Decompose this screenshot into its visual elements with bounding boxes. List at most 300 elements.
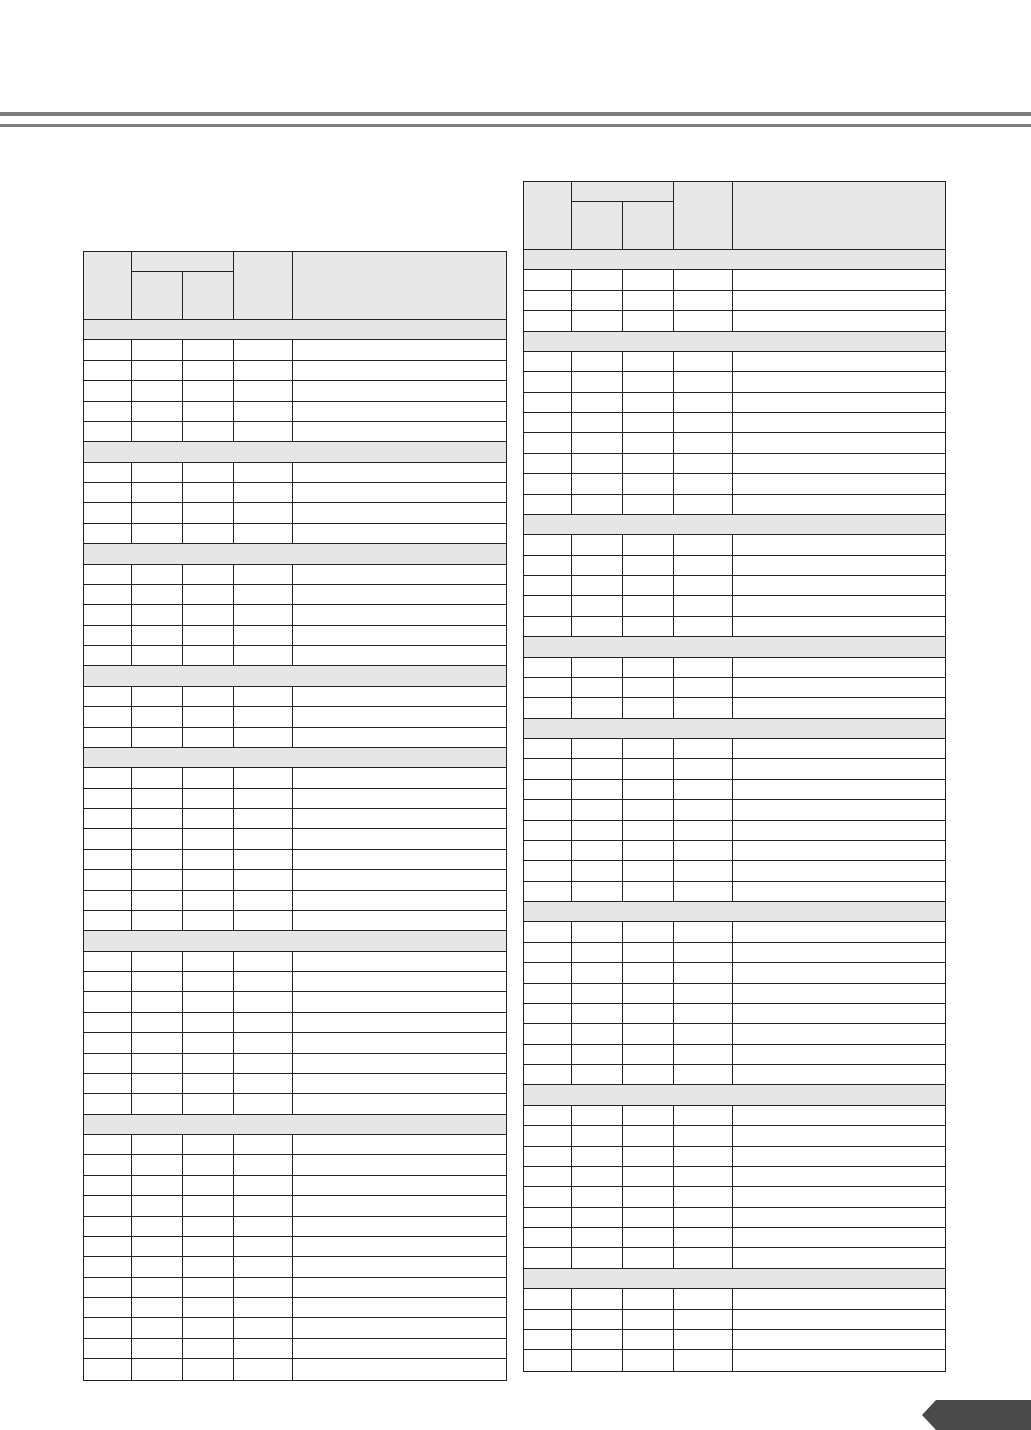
table-cell (183, 626, 234, 645)
table-cell (84, 1318, 132, 1337)
table-cell (674, 413, 733, 432)
table-cell (183, 463, 234, 482)
header-cell (524, 182, 572, 249)
table-row (84, 1237, 506, 1257)
table-cell (132, 1054, 183, 1073)
header-rule-top (0, 112, 1031, 116)
table-cell (572, 433, 623, 452)
table-cell (674, 922, 733, 941)
table-cell (524, 1004, 572, 1023)
table-cell (293, 565, 506, 584)
table-cell (132, 605, 183, 624)
table-cell (623, 1350, 674, 1370)
table-cell (623, 372, 674, 391)
table-row (524, 882, 945, 902)
table-cell (623, 1167, 674, 1186)
table-cell (234, 605, 293, 624)
table-row (84, 992, 506, 1012)
table-row (524, 1187, 945, 1207)
header-cell (84, 252, 132, 319)
table-row (524, 596, 945, 616)
table-cell (623, 759, 674, 778)
table-cell (132, 422, 183, 441)
table-cell (132, 361, 183, 380)
table-cell (84, 565, 132, 584)
table-cell (183, 1155, 234, 1174)
table-row (84, 728, 506, 748)
table-cell (84, 1155, 132, 1174)
table-row (524, 1147, 945, 1167)
table-cell (674, 1248, 733, 1267)
table-cell (84, 952, 132, 971)
table-cell (733, 1106, 945, 1125)
table-row (524, 352, 945, 372)
table-row (524, 474, 945, 494)
table-row (84, 585, 506, 605)
table-cell (293, 1237, 506, 1256)
group-header-row (524, 902, 945, 922)
table-cell (733, 1147, 945, 1166)
table-row (84, 646, 506, 666)
table-cell (183, 1013, 234, 1032)
table-cell (524, 658, 572, 677)
table-cell (84, 463, 132, 482)
table-cell (572, 576, 623, 595)
table-cell (733, 759, 945, 778)
table-cell (84, 361, 132, 380)
table-cell (84, 1257, 132, 1276)
table-cell (293, 483, 506, 502)
table-row (524, 943, 945, 963)
group-header-row (524, 719, 945, 739)
table-cell (572, 1004, 623, 1023)
table-cell (234, 381, 293, 400)
table-cell (234, 1135, 293, 1154)
table-cell (293, 524, 506, 543)
table-cell (132, 789, 183, 808)
table-cell (572, 1024, 623, 1043)
table-cell (132, 829, 183, 848)
table-cell (623, 800, 674, 819)
table-cell (84, 768, 132, 787)
table-cell (132, 483, 183, 502)
left-table (83, 251, 507, 1381)
table-cell (674, 1167, 733, 1186)
table-cell (183, 340, 234, 359)
table-row (524, 617, 945, 637)
table-cell (674, 433, 733, 452)
table-cell (524, 474, 572, 493)
table-cell (524, 1167, 572, 1186)
table-cell (183, 381, 234, 400)
table-cell (234, 626, 293, 645)
table-cell (623, 963, 674, 982)
table-cell (572, 1350, 623, 1370)
table-cell (293, 1054, 506, 1073)
table-cell (234, 585, 293, 604)
header-cell (293, 252, 506, 319)
table-row (524, 1065, 945, 1085)
table-cell (572, 596, 623, 615)
table-header (524, 182, 945, 250)
table-row (524, 1350, 945, 1370)
table-cell (84, 381, 132, 400)
group-header-row (84, 442, 506, 462)
table-cell (733, 1228, 945, 1247)
header-cell (623, 202, 674, 249)
table-cell (293, 1196, 506, 1215)
table-cell (293, 605, 506, 624)
table-cell (733, 352, 945, 371)
table-cell (234, 972, 293, 991)
table-cell (733, 861, 945, 880)
table-cell (524, 1350, 572, 1370)
table-cell (572, 1330, 623, 1349)
table-cell (733, 1065, 945, 1084)
header-cell-group (132, 252, 234, 319)
table-cell (733, 393, 945, 412)
table-cell (623, 1289, 674, 1308)
table-cell (524, 393, 572, 412)
table-cell (524, 1248, 572, 1267)
table-cell (524, 413, 572, 432)
table-cell (572, 1167, 623, 1186)
table-row (84, 626, 506, 646)
table-cell (234, 565, 293, 584)
table-cell (183, 524, 234, 543)
table-cell (733, 576, 945, 595)
table-cell (623, 1208, 674, 1227)
group-header-row (84, 931, 506, 951)
table-cell (132, 891, 183, 910)
table-cell (234, 850, 293, 869)
table-cell (84, 911, 132, 930)
table-cell (183, 789, 234, 808)
table-cell (572, 454, 623, 473)
table-cell (572, 984, 623, 1003)
table-cell (572, 1045, 623, 1064)
table-cell (674, 1106, 733, 1125)
header-rule-bottom (0, 124, 1031, 127)
table-row (84, 524, 506, 544)
table-row (524, 1004, 945, 1024)
table-cell (572, 413, 623, 432)
table-cell (183, 1176, 234, 1195)
table-cell (623, 780, 674, 799)
table-cell (733, 780, 945, 799)
table-cell (733, 1167, 945, 1186)
table-cell (84, 1135, 132, 1154)
table-cell (183, 402, 234, 421)
table-cell (84, 1278, 132, 1297)
table-cell (293, 891, 506, 910)
table-cell (674, 821, 733, 840)
table-cell (572, 311, 623, 330)
table-row (524, 1045, 945, 1065)
table-cell (674, 943, 733, 962)
table-cell (524, 1106, 572, 1125)
table-cell (84, 1196, 132, 1215)
table-cell (572, 943, 623, 962)
header-cell (183, 272, 234, 319)
table-cell (132, 1176, 183, 1195)
table-cell (572, 759, 623, 778)
table-cell (132, 1074, 183, 1093)
table-row (84, 1094, 506, 1114)
table-cell (524, 678, 572, 697)
table-cell (524, 1208, 572, 1227)
table-cell (733, 535, 945, 554)
table-cell (524, 821, 572, 840)
table-cell (674, 759, 733, 778)
header-subrow (572, 202, 673, 249)
table-cell (623, 393, 674, 412)
table-cell (293, 361, 506, 380)
table-cell (524, 882, 572, 901)
table-cell (132, 768, 183, 787)
table-cell (623, 1065, 674, 1084)
table-cell (733, 882, 945, 901)
table-cell (524, 841, 572, 860)
table-cell (674, 984, 733, 1003)
table-row (524, 393, 945, 413)
table-cell (572, 393, 623, 412)
table-cell (572, 270, 623, 289)
table-cell (234, 1278, 293, 1297)
table-cell (293, 1013, 506, 1032)
group-header-row (84, 320, 506, 340)
table-cell (524, 617, 572, 636)
table-cell (183, 972, 234, 991)
table-cell (674, 678, 733, 697)
table-cell (623, 678, 674, 697)
table-row (524, 291, 945, 311)
table-cell (733, 1024, 945, 1043)
table-row (84, 707, 506, 727)
table-cell (674, 474, 733, 493)
group-header-row (524, 250, 945, 270)
table-cell (84, 707, 132, 726)
table-cell (524, 1126, 572, 1145)
table-cell (84, 503, 132, 522)
table-cell (674, 1004, 733, 1023)
header-cell (572, 182, 673, 202)
table-cell (183, 850, 234, 869)
table-row (524, 1289, 945, 1309)
table-cell (234, 1054, 293, 1073)
table-cell (293, 503, 506, 522)
table-cell (183, 483, 234, 502)
table-cell (84, 728, 132, 747)
table-cell (524, 556, 572, 575)
table-cell (84, 402, 132, 421)
table-cell (183, 1135, 234, 1154)
table-cell (234, 463, 293, 482)
table-cell (183, 361, 234, 380)
table-cell (183, 605, 234, 624)
table-cell (293, 768, 506, 787)
table-cell (132, 1013, 183, 1032)
table-cell (234, 707, 293, 726)
table-cell (524, 291, 572, 310)
table-cell (183, 1237, 234, 1256)
header-cell-group (572, 182, 674, 249)
table-cell (183, 1257, 234, 1276)
table-cell (623, 474, 674, 493)
table-cell (234, 1074, 293, 1093)
table-cell (293, 829, 506, 848)
table-cell (733, 617, 945, 636)
table-cell (234, 340, 293, 359)
table-row (84, 1135, 506, 1155)
table-row (84, 1196, 506, 1216)
table-cell (132, 646, 183, 665)
table-cell (293, 992, 506, 1011)
table-cell (293, 1176, 506, 1195)
table-cell (572, 658, 623, 677)
header-subrow (132, 272, 233, 319)
table-cell (84, 585, 132, 604)
table-cell (132, 1298, 183, 1317)
table-cell (293, 340, 506, 359)
table-row (84, 605, 506, 625)
table-cell (132, 870, 183, 889)
table-cell (733, 474, 945, 493)
table-cell (183, 422, 234, 441)
table-cell (132, 1318, 183, 1337)
table-row (84, 829, 506, 849)
table-cell (524, 433, 572, 452)
table-cell (183, 1074, 234, 1093)
table-cell (674, 841, 733, 860)
table-cell (234, 992, 293, 1011)
table-cell (132, 1033, 183, 1052)
group-header-row (524, 637, 945, 657)
table-cell (674, 1045, 733, 1064)
table-cell (674, 393, 733, 412)
table-cell (234, 1257, 293, 1276)
table-cell (674, 1208, 733, 1227)
table-cell (234, 1176, 293, 1195)
table-cell (674, 882, 733, 901)
table-cell (623, 352, 674, 371)
table-row (524, 698, 945, 718)
table-cell (234, 1237, 293, 1256)
table-row (524, 576, 945, 596)
table-cell (84, 605, 132, 624)
table-cell (623, 1024, 674, 1043)
table-cell (234, 1013, 293, 1032)
page-number-tab (922, 1400, 1031, 1430)
table-cell (84, 992, 132, 1011)
table-cell (234, 1196, 293, 1215)
table-row (84, 1074, 506, 1094)
table-row (524, 1208, 945, 1228)
table-cell (293, 707, 506, 726)
table-cell (183, 768, 234, 787)
table-cell (524, 698, 572, 717)
table-cell (733, 1004, 945, 1023)
table-cell (132, 463, 183, 482)
table-cell (623, 556, 674, 575)
table-cell (623, 739, 674, 758)
table-row (84, 1033, 506, 1053)
table-cell (623, 596, 674, 615)
table-cell (733, 739, 945, 758)
table-row (524, 372, 945, 392)
table-row (84, 687, 506, 707)
table-cell (234, 870, 293, 889)
table-cell (572, 1065, 623, 1084)
table-cell (733, 291, 945, 310)
table-row (84, 565, 506, 585)
table-cell (623, 1126, 674, 1145)
table-cell (84, 972, 132, 991)
table-cell (234, 768, 293, 787)
table-cell (623, 311, 674, 330)
table-cell (623, 861, 674, 880)
table-cell (293, 1135, 506, 1154)
table-cell (183, 1298, 234, 1317)
table-cell (733, 495, 945, 514)
table-row (84, 1013, 506, 1033)
table-cell (623, 413, 674, 432)
table-cell (293, 850, 506, 869)
table-cell (572, 1187, 623, 1206)
table-cell (623, 454, 674, 473)
table-cell (293, 463, 506, 482)
table-cell (293, 870, 506, 889)
header-cell (132, 272, 183, 319)
table-cell (132, 850, 183, 869)
table-cell (623, 1106, 674, 1125)
table-row (84, 402, 506, 422)
table-cell (674, 291, 733, 310)
table-cell (132, 565, 183, 584)
table-cell (234, 891, 293, 910)
table-cell (733, 658, 945, 677)
table-cell (84, 1176, 132, 1195)
table-row (524, 1310, 945, 1330)
table-cell (183, 952, 234, 971)
table-cell (183, 1196, 234, 1215)
table-row (84, 870, 506, 890)
group-header-row (84, 666, 506, 686)
table-row (524, 1167, 945, 1187)
table-cell (84, 626, 132, 645)
table-cell (623, 841, 674, 860)
table-cell (572, 800, 623, 819)
table-cell (623, 882, 674, 901)
header-cell (674, 182, 733, 249)
table-cell (234, 1359, 293, 1379)
table-cell (733, 1310, 945, 1329)
table-cell (572, 861, 623, 880)
table-cell (623, 922, 674, 941)
table-cell (572, 821, 623, 840)
table-cell (293, 646, 506, 665)
table-row (524, 270, 945, 290)
table-cell (293, 809, 506, 828)
table-cell (733, 698, 945, 717)
table-row (524, 556, 945, 576)
table-header (84, 252, 506, 320)
table-cell (234, 1033, 293, 1052)
table-cell (183, 1033, 234, 1052)
group-header-row (524, 1269, 945, 1289)
table-cell (733, 800, 945, 819)
table-cell (674, 535, 733, 554)
